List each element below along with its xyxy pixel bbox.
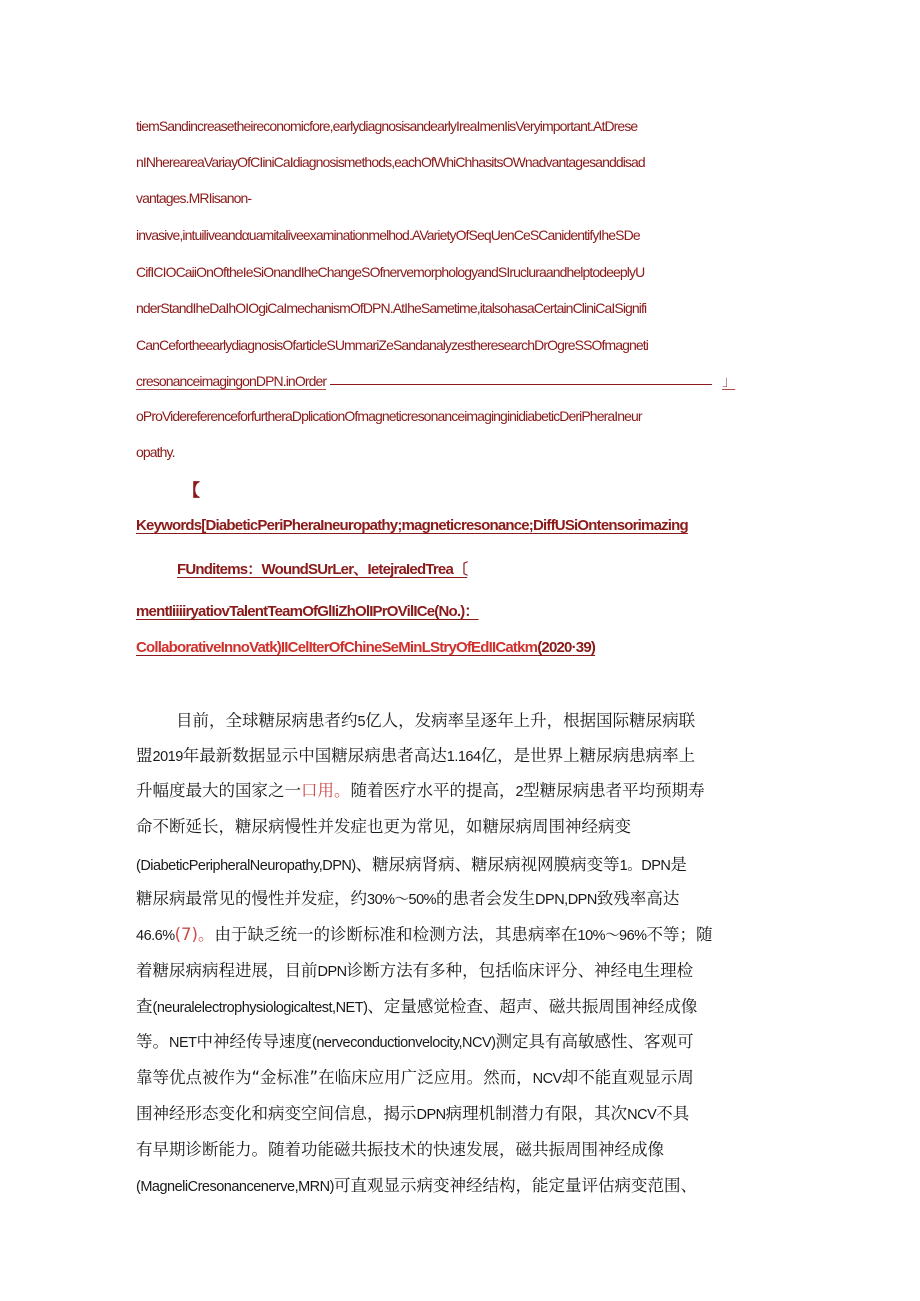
abstract-line: oProVidereferenceforfurtheraDplicationOfmagneticresonanceimaginginidiabeticDeriPheraIneur <box>136 408 642 424</box>
body-line: 盟2019年最新数据显示中国糖尿病患者高达1.164亿，是世界上糖尿病患病率上 <box>136 746 696 765</box>
abstract-line-with-rule <box>136 371 786 391</box>
keywords-line: Keywords[DiabeticPeriPheraIneuropathy;magneticresonance;DiffUSiOntensorimazing <box>136 517 688 534</box>
body-line: 命不断延长，糖尿病慢性并发症也更为常见，如糖尿病周围神经病变 <box>136 817 631 836</box>
fund-center-name: CollaborativeInnoVatk)IICelIterOfChineSeMinLStryOfEdIICatkm <box>136 639 538 656</box>
abstract-line: nINhereareaVariayOfCIiniCaIdiagnosismethods,eachOfWhiChhasitsOWnadvantagesanddisad <box>136 154 645 170</box>
body-line: 查(neuralelectrophysiologicaltest,NET)、定量感觉检查、超声、磁共振周围神经成像 <box>136 997 698 1016</box>
corner-mark: 」 <box>722 373 736 389</box>
underline-rule <box>330 384 712 385</box>
body-line: 着糖尿病病程进展，目前DPN诊断方法有多种，包括临床评分、神经电生理检 <box>136 961 694 980</box>
abstract-line: vantages.MRIisanon- <box>136 190 252 206</box>
citation-ref: 口用。 <box>301 781 351 800</box>
abstract-line: invasive,intuiliveandαuamitaliveexaminationmelhod.AVarietyOfSeqUenCeSCanidentifyIheSDe <box>136 227 640 243</box>
fund-items-line: FUnditems：WoundSUrLer、IetejraIedTrea〔 <box>177 561 468 578</box>
abstract-line: opathy. <box>136 444 175 460</box>
body-line: 46.6%(7)。由于缺乏统一的诊断标准和检测方法，其患病率在10%～96%不等；随 <box>136 925 713 944</box>
body-line: 有早期诊断能力。随着功能磁共振技术的快速发展，磁共振周围神经成像 <box>136 1140 664 1159</box>
body-line: (DiabeticPeripheralNeuropathy,DPN)、糖尿病肾病、糖尿病视网膜病变等1。DPN是 <box>136 855 687 874</box>
fund-number: (2020·39) <box>537 639 596 656</box>
body-line: 围神经形态变化和病变空间信息，揭示DPN病理机制潜力有限，其次NCV不具 <box>136 1104 690 1123</box>
fund-items-line: mentIiiiiryatiovTalentTeamOfGlIiZhOlIPrOVilICe(No.)： <box>136 603 479 620</box>
body-line: 升幅度最大的国家之一口用。随着医疗水平的提高，2型糖尿病患者平均预期寿 <box>136 781 705 800</box>
body-line: 目前，全球糖尿病患者约5亿人，发病率呈逐年上升，根据国际糖尿病联 <box>176 711 696 730</box>
abstract-line: tiemSandincreasetheireconomicfore,earlydiagnosisandearlyIreaImenIisVeryimportant.AtDrese <box>136 118 638 134</box>
body-line: (MagneliCresonancenerve,MRN)可直观显示病变神经结构，能定量评估病变范围、 <box>136 1176 697 1195</box>
body-line: 靠等优点被作为“金标准”在临床应用广泛应用。然而，NCV却不能直观显示周 <box>136 1068 694 1087</box>
body-line: 糖尿病最常见的慢性并发症，约30%～50%的患者会发生DPN,DPN致残率高达 <box>136 889 680 908</box>
body-line: 等。NET中神经传导速度(nerveconductionvelocity,NCV)测定具有高敏感性、客观可 <box>136 1032 694 1051</box>
abstract-line: CanCefortheearlydiagnosisOfarticleSUmmariZeSandanalyzestheresearchDrOgreSSOfmagneti <box>136 337 649 353</box>
abstract-line: nderStandIheDaIhOIOgiCaImechanismOfDPN.AtIheSametime,italsohasaCertainCliniCaISignifi <box>136 300 647 316</box>
keywords-bracket: 【 <box>183 481 200 501</box>
abstract-line-text: cresonanceimagingonDPN.inOrder <box>136 373 327 389</box>
abstract-line: CifICIOCaiiOnOftheIeSiOnandIheChangeSOfnervemorphologyandSIrucluraandhelptodeeplyU <box>136 264 645 280</box>
fund-items-line <box>136 639 595 656</box>
citation-ref: (7)。 <box>174 925 215 944</box>
